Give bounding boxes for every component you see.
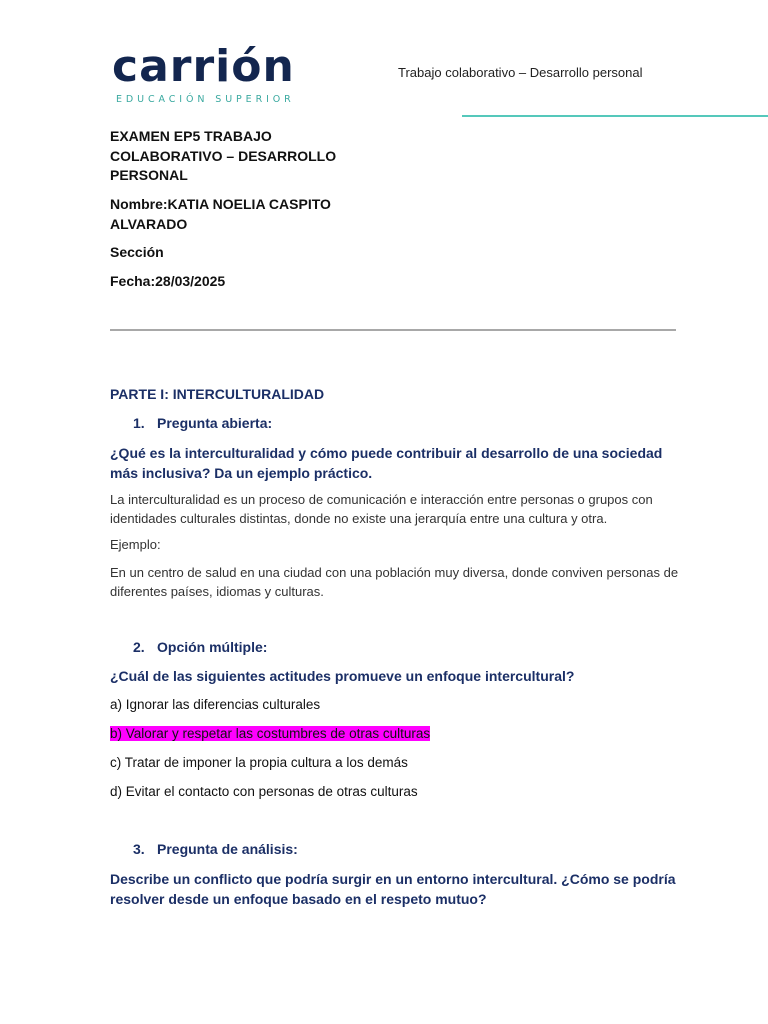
- logo: [112, 40, 322, 110]
- question-2-number: 2.: [133, 639, 145, 655]
- example-text: En un centro de salud en una ciudad con una población muy diversa, donde conviven personas de diferentes países, idiomas y culturas.: [110, 565, 679, 599]
- question-1-text: ¿Qué es la interculturalidad y cómo puede contribuir al desarrollo de una sociedad más inclusiva? Da un ejemplo práctico.: [110, 445, 663, 481]
- option-c: c) Tratar de imponer la propia cultura a los demás: [110, 755, 408, 770]
- header-title: Trabajo colaborativo – Desarrollo personal: [398, 65, 643, 80]
- question-3-heading: [133, 841, 298, 857]
- logo-wordmark: carrión: [112, 41, 295, 92]
- question-1-answer: La interculturalidad es un proceso de comunicación e interacción entre personas o grupos con identidades culturales distintas, donde no existe una jerarquía entre una cultura y otra.: [110, 492, 653, 526]
- question-3-text: Describe un conflicto que podría surgir en un entorno intercultural. ¿Cómo se podría resolver desde un enfoque basado en el respeto mutuo?: [110, 871, 676, 907]
- question-1-label: Pregunta abierta:: [157, 415, 273, 431]
- question-3-number: 3.: [133, 841, 145, 857]
- logo-tagline: EDUCACIÓN SUPERIOR: [116, 94, 295, 105]
- question-3-label: Pregunta de análisis:: [157, 841, 298, 857]
- exam-title: EXAMEN EP5 TRABAJO COLABORATIVO – DESARROLLO PERSONAL: [110, 128, 337, 183]
- question-1-heading: [133, 415, 272, 431]
- part-title: PARTE I: INTERCULTURALIDAD: [110, 386, 325, 402]
- header-divider: [462, 115, 768, 117]
- question-2-text: ¿Cuál de las siguientes actitudes promueve un enfoque intercultural?: [110, 668, 575, 684]
- example-label: Ejemplo:: [110, 537, 161, 552]
- option-d: d) Evitar el contacto con personas de otras culturas: [110, 784, 418, 799]
- horizontal-divider: [110, 329, 676, 331]
- section-label: Sección: [110, 244, 164, 260]
- option-b-wrapper: [110, 726, 430, 741]
- option-b-highlighted: b) Valorar y respetar las costumbres de otras culturas: [110, 726, 431, 741]
- exam-date: Fecha:28/03/2025: [110, 273, 226, 289]
- question-1-number: 1.: [133, 415, 145, 431]
- question-2-heading: [133, 639, 267, 655]
- option-a: a) Ignorar las diferencias culturales: [110, 697, 321, 712]
- student-name: Nombre:KATIA NOELIA CASPITO ALVARADO: [110, 196, 331, 232]
- question-2-label: Opción múltiple:: [157, 639, 268, 655]
